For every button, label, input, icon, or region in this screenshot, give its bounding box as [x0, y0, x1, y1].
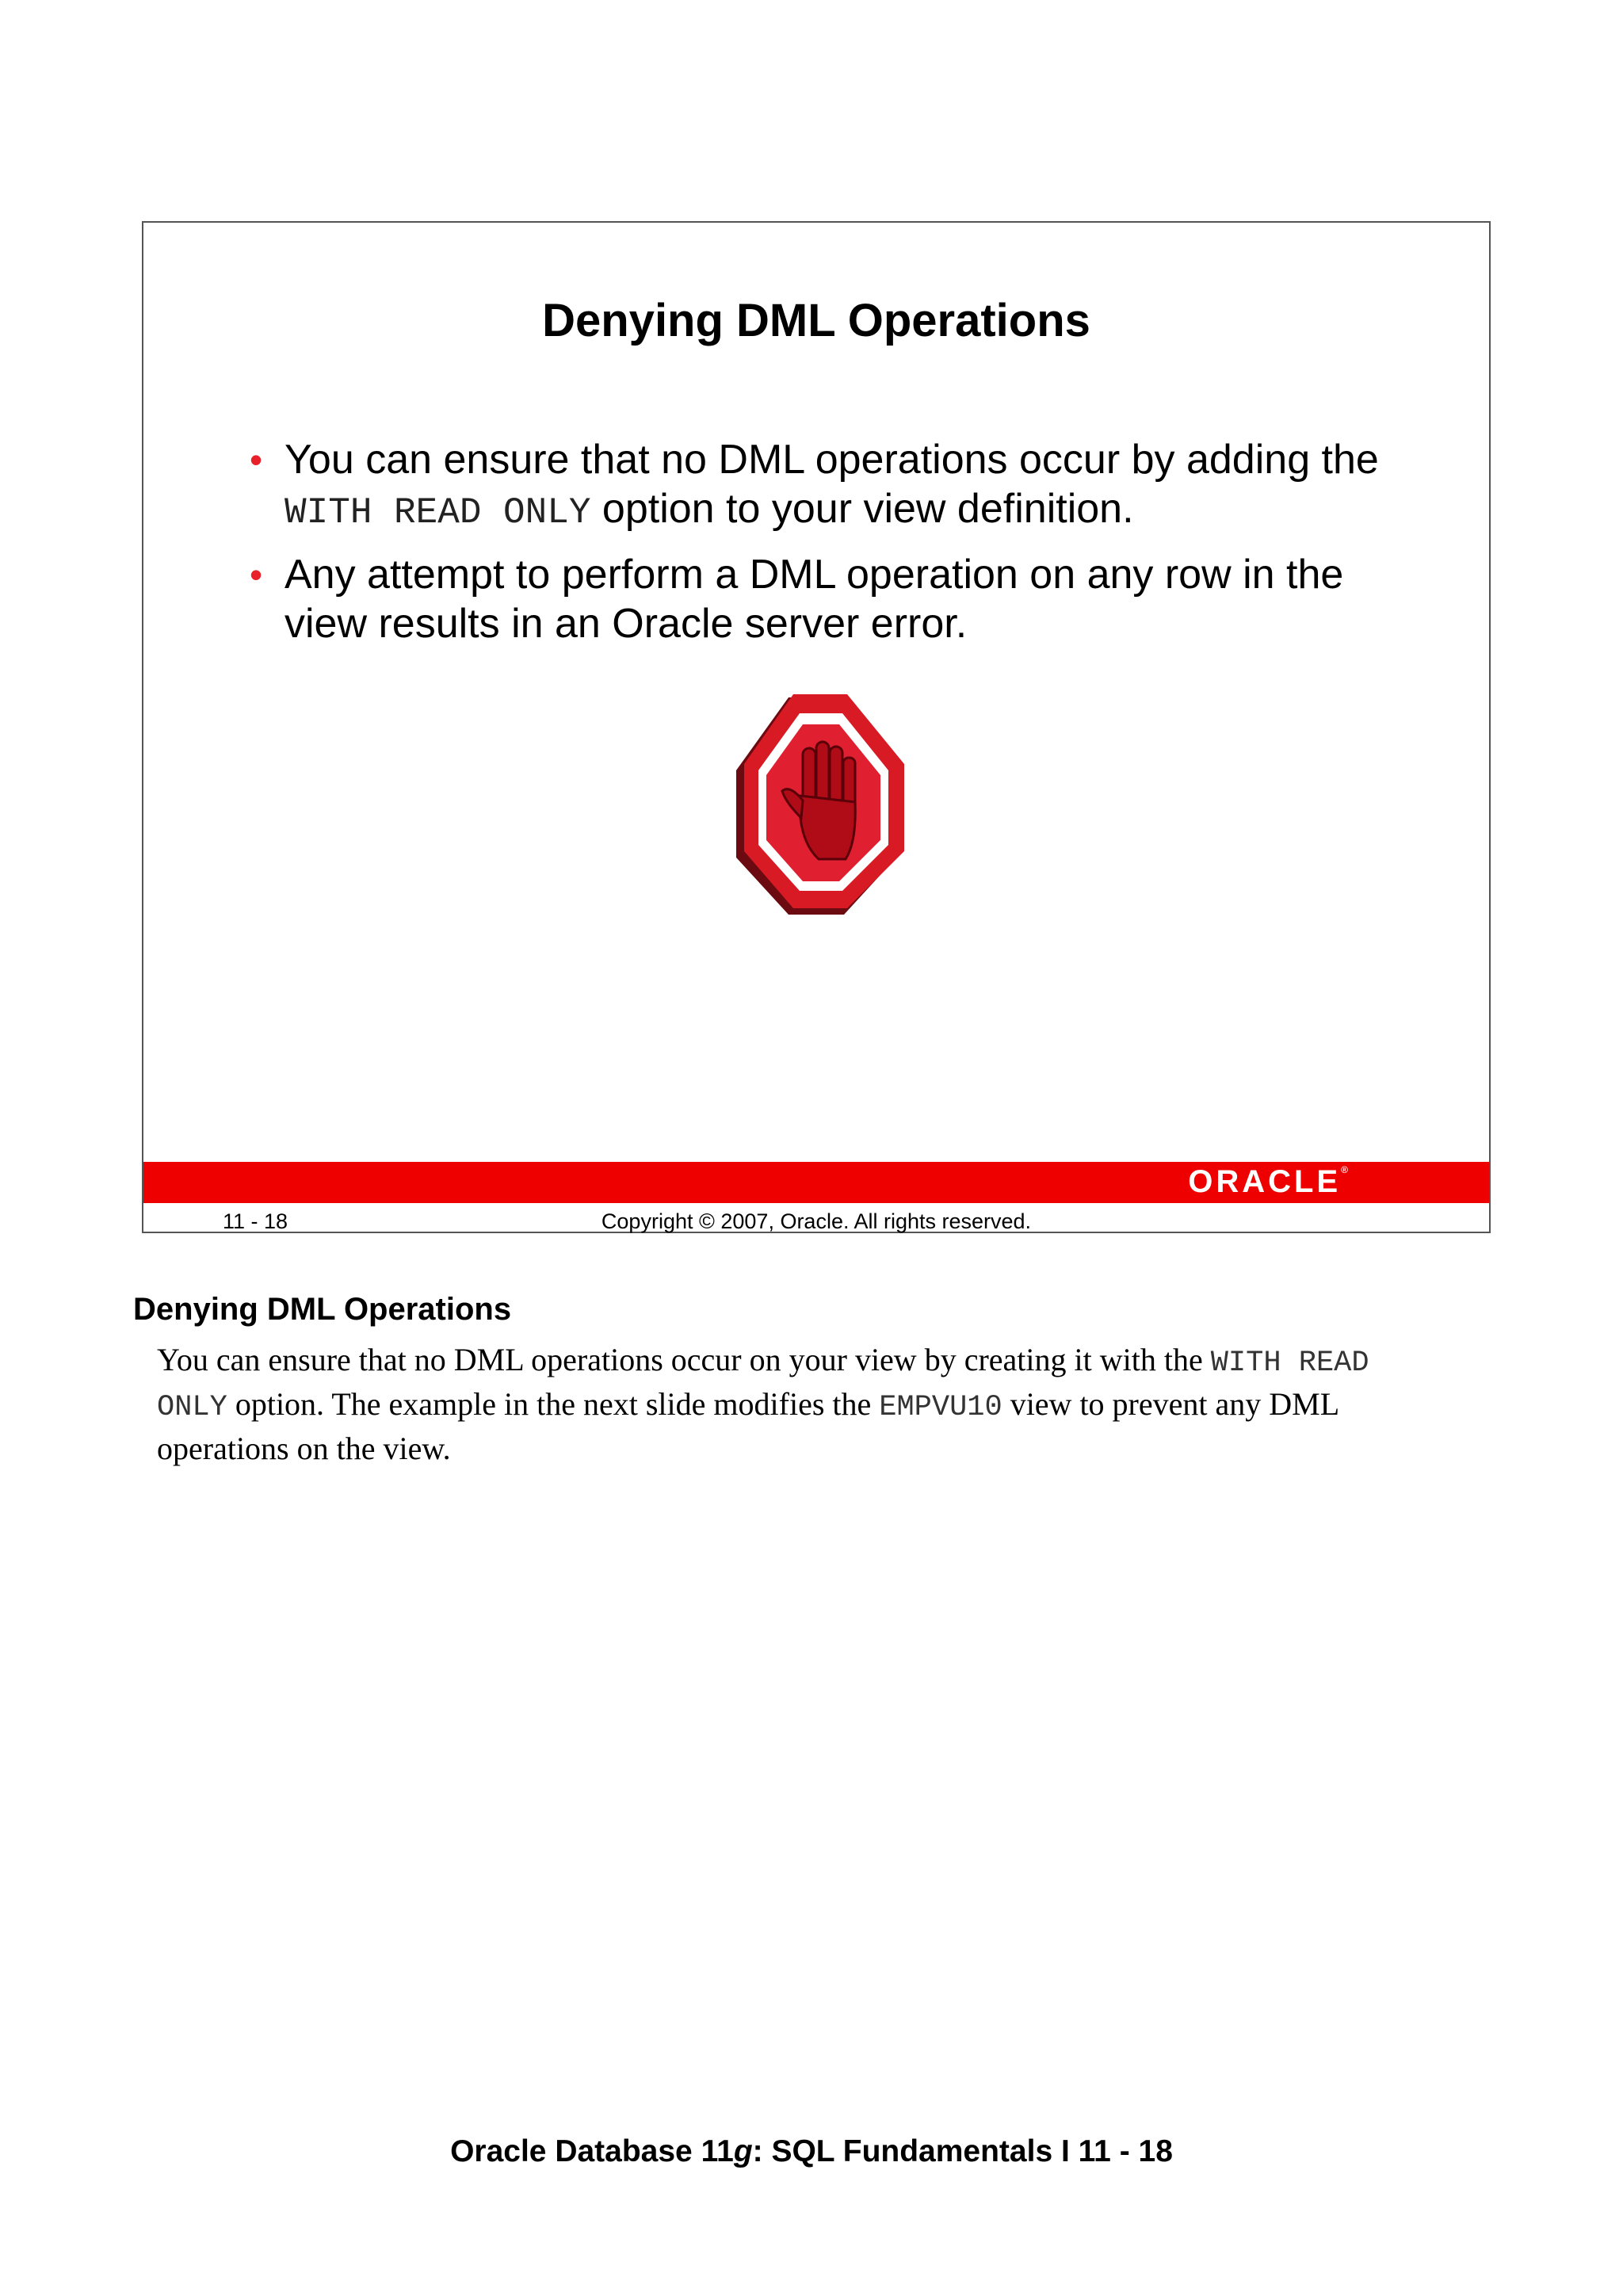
slide-copyright: Copyright © 2007, Oracle. All rights reserved. [601, 1209, 1032, 1233]
registered-mark: ® [1341, 1164, 1348, 1175]
notes-text: view to prevent any DML operations on the view. [157, 1386, 1338, 1466]
slide-frame [142, 221, 1491, 1233]
bullet-text: You can ensure that no DML operations occur by adding the [285, 437, 1379, 483]
oracle-logo [1188, 1164, 1348, 1200]
notes-text: You can ensure that no DML operations occur on your view by creating it with the [157, 1342, 1211, 1377]
footer-italic-g: g [733, 2134, 753, 2168]
bullet-item [250, 550, 1423, 648]
footer-red-bar [143, 1162, 1489, 1203]
bullet-marker: • [250, 439, 263, 480]
slide-title: Denying DML Operations [542, 295, 1090, 346]
bullet-item [250, 435, 1423, 537]
code-with-read-only: WITH READ ONLY [157, 1347, 1369, 1424]
page-footer [0, 2134, 1623, 2169]
footer-suffix: : SQL Fundamentals I 11 - 18 [752, 2134, 1173, 2168]
notes-body [157, 1339, 1457, 1469]
slide-number: 11 - 18 [223, 1209, 288, 1233]
bullet-text-end: option to your view definition. [590, 486, 1134, 532]
notes-heading: Denying DML Operations [133, 1292, 512, 1327]
bullet-list [250, 435, 1423, 661]
code-empvu10: EMPVU10 [879, 1391, 1002, 1424]
bullet-text: Any attempt to perform a DML operation on any row in the view results in an Oracle server error. [285, 552, 1344, 647]
bullet-marker: • [250, 554, 263, 595]
notes-text: option. The example in the next slide modifies the [227, 1386, 880, 1422]
footer-prefix: Oracle Database 11 [450, 2134, 734, 2168]
oracle-logo-text: ORACLE [1188, 1164, 1342, 1199]
stop-hand-icon [727, 691, 909, 921]
code-with-read-only: WITH READ ONLY [285, 492, 591, 533]
